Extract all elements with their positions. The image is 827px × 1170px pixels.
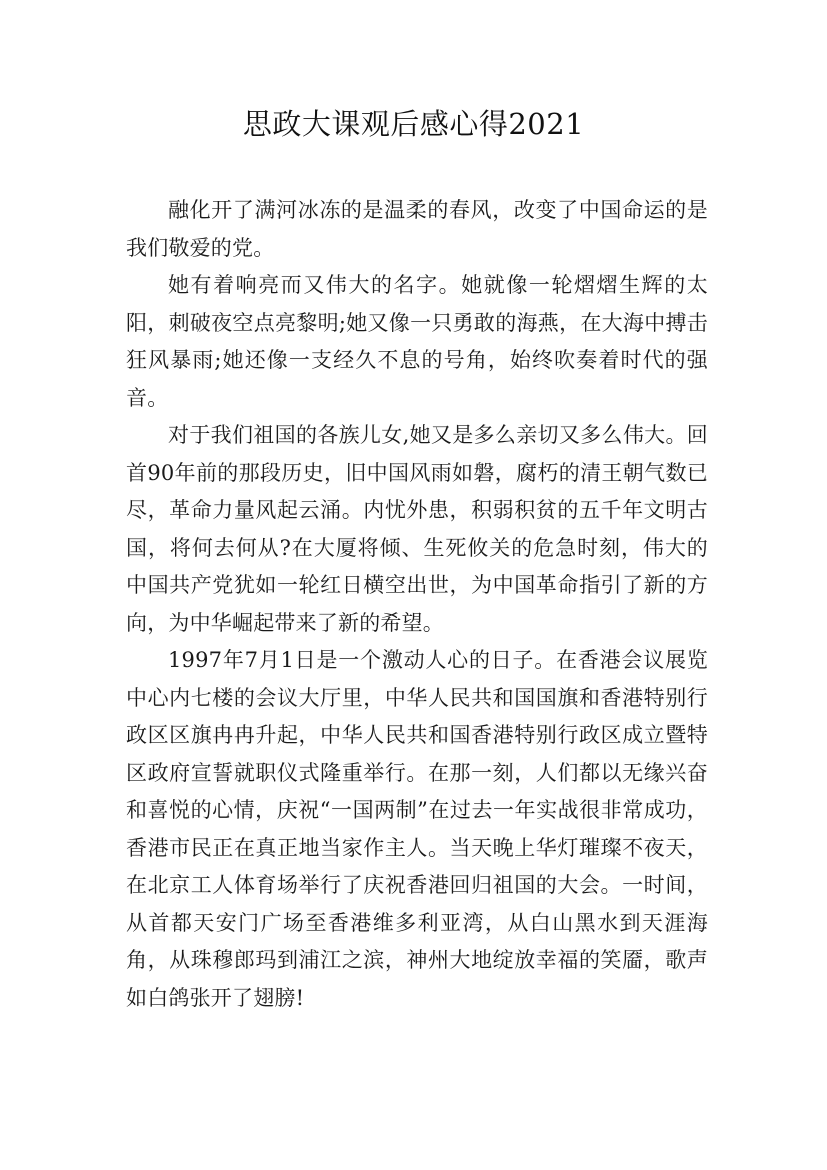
paragraph-4: 1997年7月1日是一个激动人心的日子。在香港会议展览中心内七楼的会议大厅里，中华人民共和国国旗和香港特别行政区区旗冉冉升起，中华人民共和国香港特别行政区成立暨特区政府宣誓就职仪式隆重举行。在那一刻，人们都以无缘兴奋和喜悦的心情，庆祝“一国两制”在过去一年实战很非常成功，香港市民正在真正地当家作主人。当天晚上华灯璀璨不夜天，在北京工人体育场举行了庆祝香港回归祖国的大会。一时间，从首都天安门广场至香港维多利亚湾，从白山黑水到天涯海角，从珠穆郎玛到浦江之滨，神州大地绽放幸福的笑靥，歌声如白鸽张开了翅膀!	[126, 648, 708, 1010]
paragraph-3: 对于我们祖国的各族儿女,她又是多么亲切又多么伟大。回首90年前的那段历史，旧中国风雨如磐，腐朽的清王朝气数已尽，革命力量风起云涌。内忧外患，积弱积贫的五千年文明古国，将何去何从?在大厦将倾、生死攸关的危急时刻，伟大的中国共产党犹如一轮红日横空出世，为中国革命指引了新的方向，为中华崛起带来了新的希望。	[126, 423, 708, 635]
paragraph-2: 她有着响亮而又伟大的名字。她就像一轮熠熠生辉的太阳，刺破夜空点亮黎明;她又像一只勇敢的海燕，在大海中搏击狂风暴雨;她还像一支经久不息的号角，始终吹奏着时代的强音。	[126, 273, 708, 410]
document-body	[126, 192, 708, 1017]
paragraph-1: 融化开了满河冰冻的是温柔的春风，改变了中国命运的是我们敬爱的党。	[126, 198, 708, 260]
document-title: 思政大课观后感心得2021	[242, 107, 585, 141]
